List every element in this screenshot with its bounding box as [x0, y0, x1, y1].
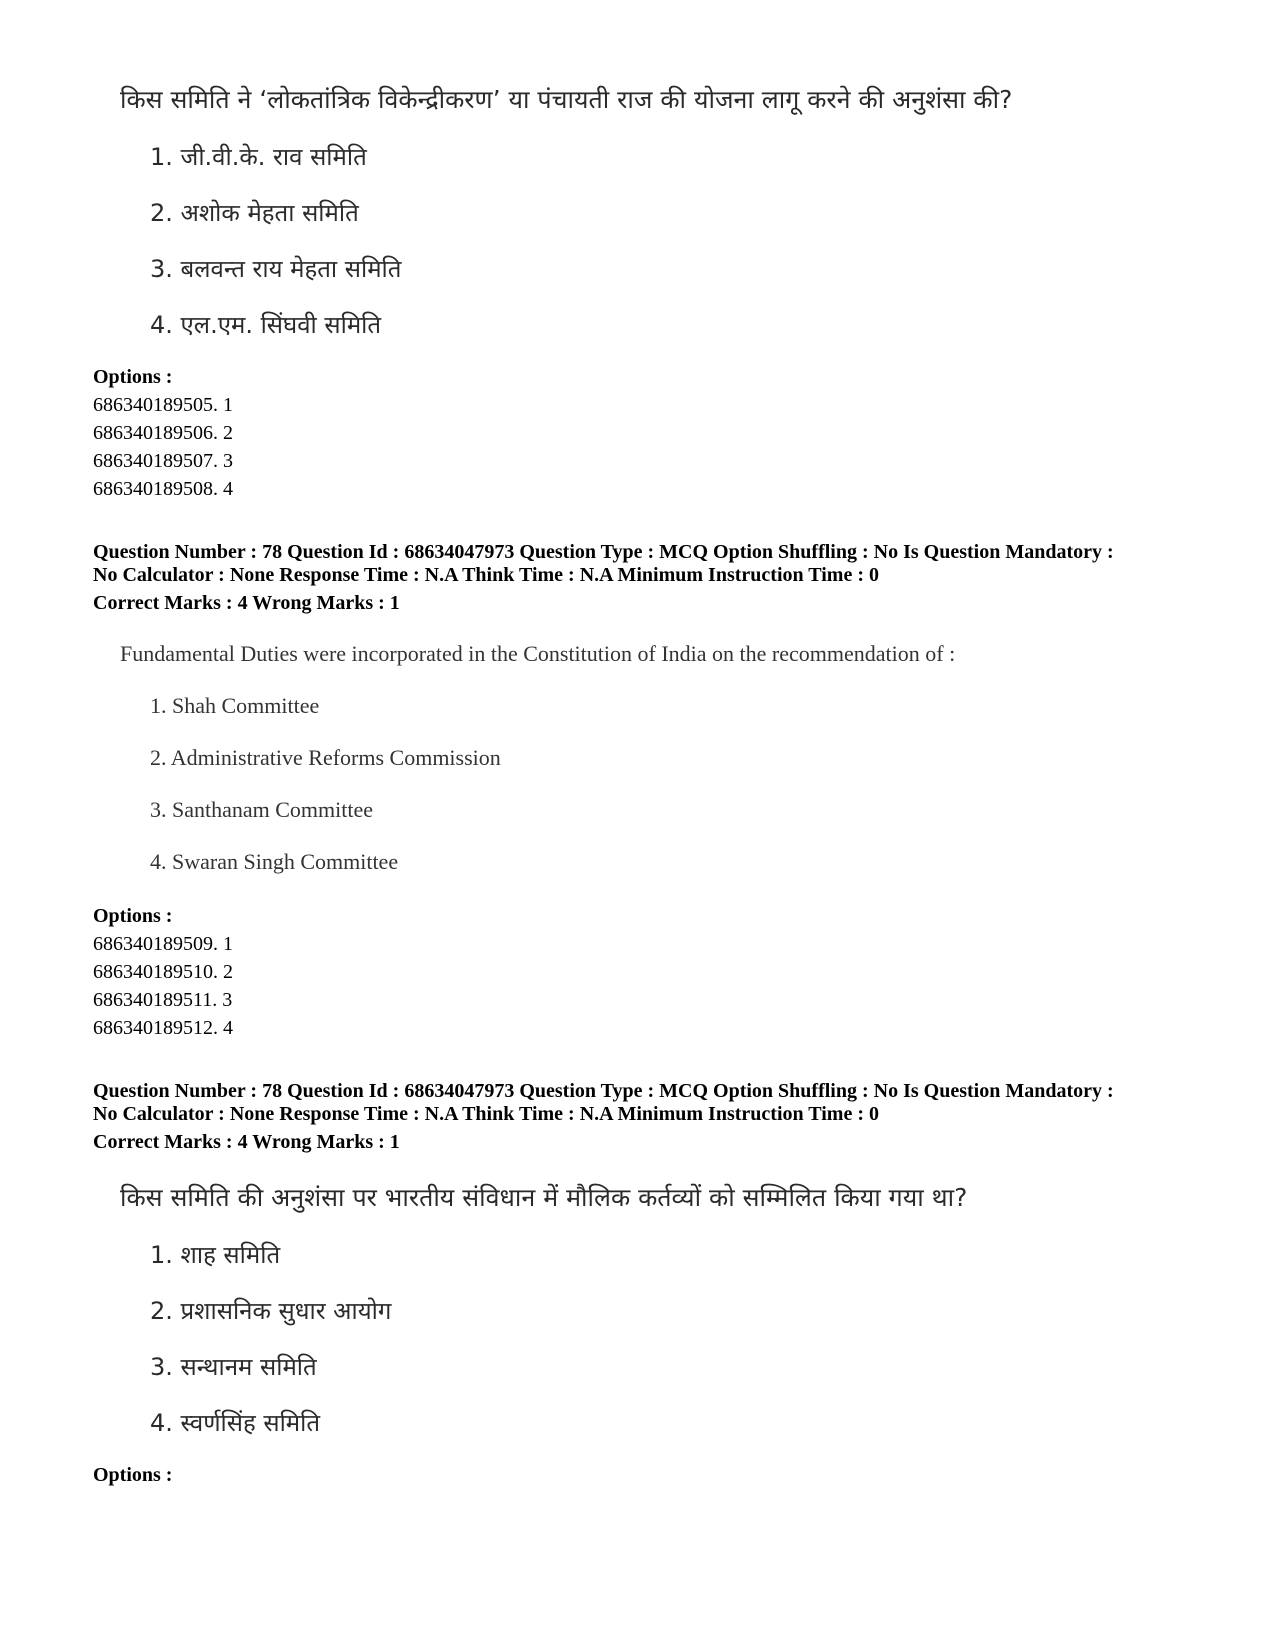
question-text-hindi: किस समिति की अनुशंसा पर भारतीय संविधान में मौलिक कर्तव्यों को सम्मिलित किया गया था?	[120, 1183, 968, 1212]
question-meta-line2: No Calculator : None Response Time : N.A Think Time : N.A Minimum Instruction Time : 0	[93, 564, 879, 586]
choice-2: 2. प्रशासनिक सुधार आयोग	[150, 1297, 392, 1325]
question-meta-line2: No Calculator : None Response Time : N.A Think Time : N.A Minimum Instruction Time : 0	[93, 1103, 879, 1125]
question-marks: Correct Marks : 4 Wrong Marks : 1	[93, 592, 400, 614]
option-id-2: 686340189506. 2	[93, 422, 233, 444]
option-id-1: 686340189509. 1	[93, 933, 233, 955]
question-text-english: Fundamental Duties were incorporated in the Constitution of India on the recommendation of :	[120, 641, 956, 666]
choice-2: 2. अशोक मेहता समिति	[150, 199, 359, 227]
option-id-3: 686340189507. 3	[93, 450, 233, 472]
choice-3: 3. सन्थानम समिति	[150, 1353, 317, 1381]
question-meta-line1: Question Number : 78 Question Id : 68634047973 Question Type : MCQ Option Shuffling : No Is Question Mandatory :	[93, 1080, 1114, 1102]
option-id-3: 686340189511. 3	[93, 989, 233, 1011]
option-id-4: 686340189508. 4	[93, 478, 233, 500]
choice-4: 4. Swaran Singh Committee	[150, 849, 399, 874]
choice-3: 3. बलवन्त राय मेहता समिति	[150, 255, 402, 283]
choice-3: 3. Santhanam Committee	[150, 797, 374, 822]
choice-4: 4. एल.एम. सिंघवी समिति	[150, 311, 382, 339]
choice-4: 4. स्वर्णसिंह समिति	[150, 1409, 321, 1437]
choice-1: 1. शाह समिति	[150, 1241, 281, 1269]
options-label: Options :	[93, 366, 173, 388]
choice-1: 1. जी.वी.के. राव समिति	[150, 143, 367, 171]
option-id-2: 686340189510. 2	[93, 961, 233, 983]
choice-2: 2. Administrative Reforms Commission	[150, 745, 501, 770]
question-text-hindi: किस समिति ने ‘लोकतांत्रिक विकेन्द्रीकरण’ या पंचायती राज की योजना लागू करने की अनुशंसा की?	[120, 85, 1013, 114]
options-label: Options :	[93, 905, 173, 927]
question-marks: Correct Marks : 4 Wrong Marks : 1	[93, 1131, 400, 1153]
question-meta-line1: Question Number : 78 Question Id : 68634047973 Question Type : MCQ Option Shuffling : No Is Question Mandatory :	[93, 541, 1114, 563]
option-id-4: 686340189512. 4	[93, 1017, 233, 1039]
options-label: Options :	[93, 1464, 173, 1486]
choice-1: 1. Shah Committee	[150, 693, 320, 718]
option-id-1: 686340189505. 1	[93, 394, 233, 416]
